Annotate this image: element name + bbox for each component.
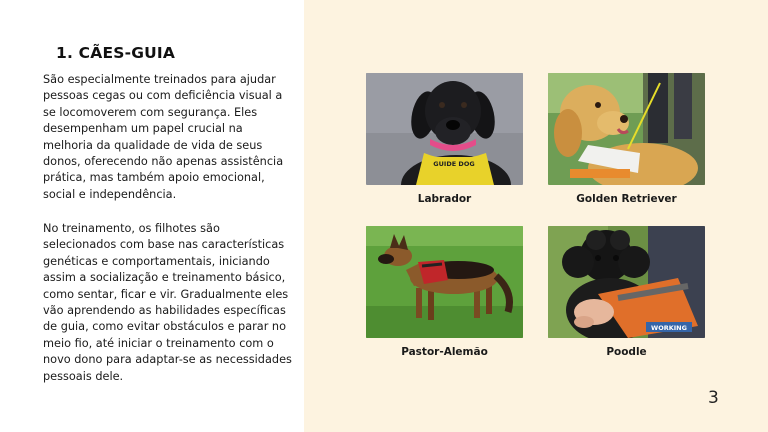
pastor-alemao-photo bbox=[366, 226, 523, 338]
poodle-vest-text: WORKING bbox=[651, 324, 687, 332]
intro-paragraph: São especialmente treinados para ajudar pessoas cegas ou com deficiência visual a se locomoverem com segurança. Eles desempenham um papel crucial na melhoria da qualidade de vida de seus donos, oferecendo não apenas assistência prática, mas também apoio emocional, social e independência. bbox=[43, 73, 284, 201]
golden-retriever-photo bbox=[548, 73, 705, 185]
labrador-photo bbox=[366, 73, 523, 185]
caption-poodle: Poodle bbox=[606, 346, 647, 358]
page-number: 3 bbox=[708, 388, 719, 408]
caption-labrador: Labrador bbox=[417, 193, 472, 205]
slide-title: 1. CÃES-GUIA bbox=[56, 44, 176, 62]
training-paragraph: No treinamento, os filhotes são selecionados com base nas características genéticas e comportamentais, iniciando assim a socialização e treinamento básico, como sentar, ficar e vir. Gradualmente eles vão aprendendo as habilidades específicas de guia, como evitar obstáculos e parar no meio fio, até iniciar o treinamento com o novo dono para adaptar-se as necessidades pessoais dele. bbox=[43, 222, 292, 383]
labrador-vest-text: GUIDE DOG bbox=[433, 160, 475, 168]
caption-golden-retriever: Golden Retriever bbox=[576, 193, 677, 205]
caption-pastor-alemao: Pastor-Alemão bbox=[401, 346, 488, 358]
poodle-photo bbox=[548, 226, 705, 338]
